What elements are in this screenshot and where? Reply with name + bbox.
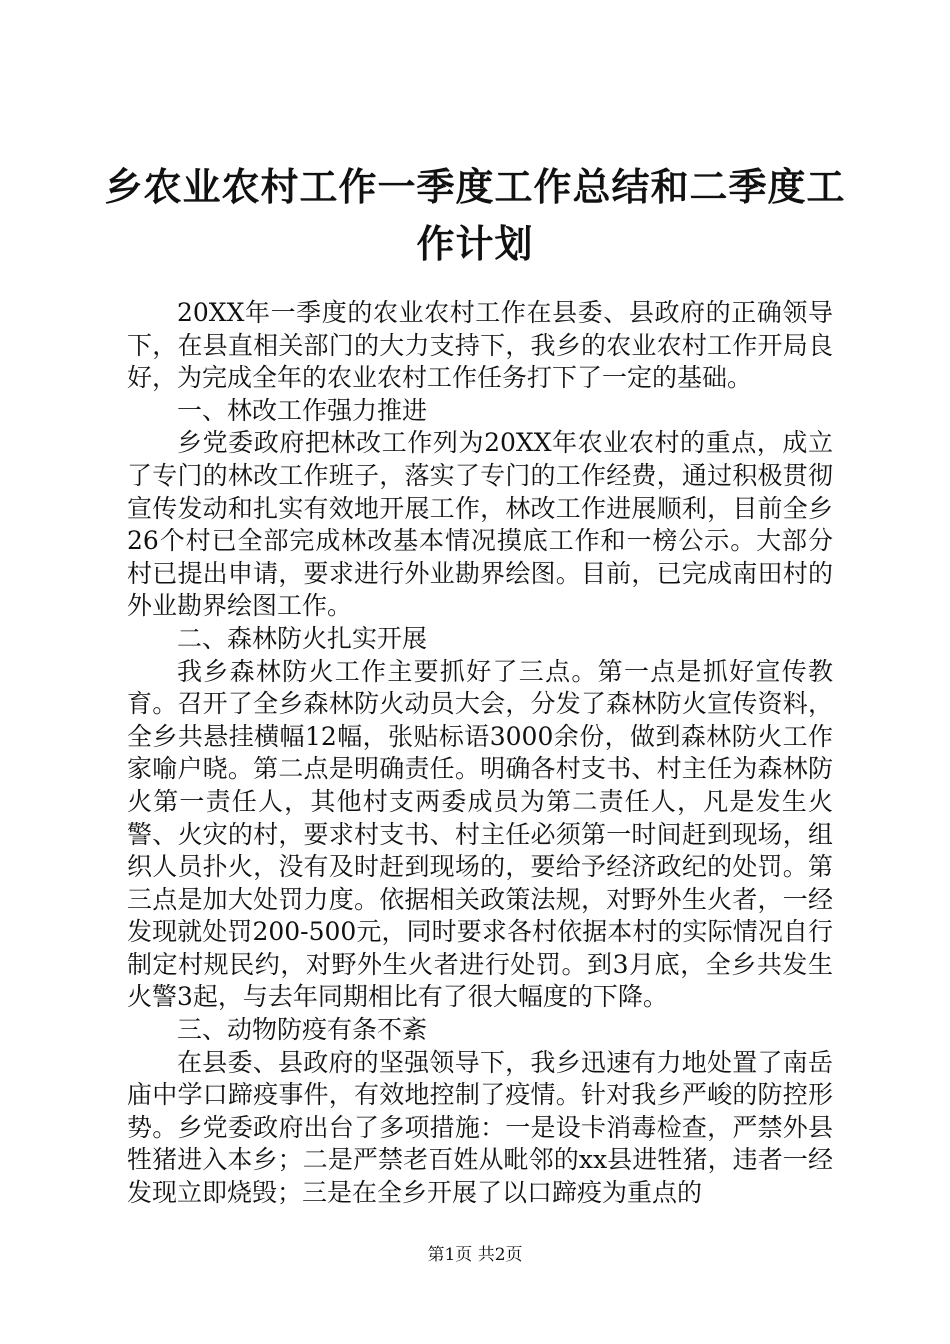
- page-footer: 第1页 共2页: [427, 1245, 523, 1265]
- paragraph-forest-reform: 乡党委政府把林改工作列为20XX年农业农村的重点，成立了专门的林改工作班子，落实了专门的工作经费，通过积极贯彻宣传发动和扎实有效地开展工作，林改工作进展顺利，目前全乡26个村已全部完成林改基本情况摸底工作和一榜公示。大部分村已提出申请，要求进行外业勘界绘图。目前，已完成南田村的外业勘界绘图工作。: [127, 428, 833, 621]
- intro-paragraph: 20XX年一季度的农业农村工作在县委、县政府的正确领导下，在县直相关部门的大力支持下，我乡的农业农村工作开局良好，为完成全年的农业农村工作任务打下了一定的基础。: [127, 298, 833, 393]
- section-heading-forest-reform: 一、林改工作强力推进: [177, 395, 428, 425]
- document-body: [127, 297, 833, 1210]
- paragraph-fire-prevention: 我乡森林防火工作主要抓好了三点。第一点是抓好宣传教育。召开了全乡森林防火动员大会，分发了森林防火宣传资料，全乡共悬挂横幅12幅，张贴标语3000余份，做到森林防火工作家喻户晓。第二点是明确责任。明确各村支书、村主任为森林防火第一责任人，其他村支两委成员为第二责任人，凡是发生火警、火灾的村，要求村支书、村主任必须第一时间赶到现场，组织人员扑火，没有及时赶到现场的，要给予经济政纪的处罚。第三点是加大处罚力度。依据相关政策法规，对野外生火者，一经发现就处罚200-500元，同时要求各村依据本村的实际情况自行制定村规民约，对野外生火者进行处罚。到3月底，全乡共发生火警3起，与去年同期相比有了很大幅度的下降。: [127, 656, 833, 1012]
- section-heading-fire-prevention: 二、森林防火扎实开展: [177, 623, 428, 653]
- paragraph-animal-epidemic: 在县委、县政府的坚强领导下，我乡迅速有力地处置了南岳庙中学口蹄疫事件，有效地控制了疫情。针对我乡严峻的防控形势。乡党委政府出台了多项措施：一是设卡消毒检查，严禁外县牲猪进入本乡；二是严禁老百姓从毗邻的xx县进牲猪，违者一经发现立即烧毁；三是在全乡开展了以口蹄疫为重点的: [127, 1047, 833, 1208]
- section-heading-animal-epidemic: 三、动物防疫有条不紊: [177, 1015, 428, 1045]
- document-title: 乡农业农村工作一季度工作总结和二季度工作计划: [104, 164, 846, 266]
